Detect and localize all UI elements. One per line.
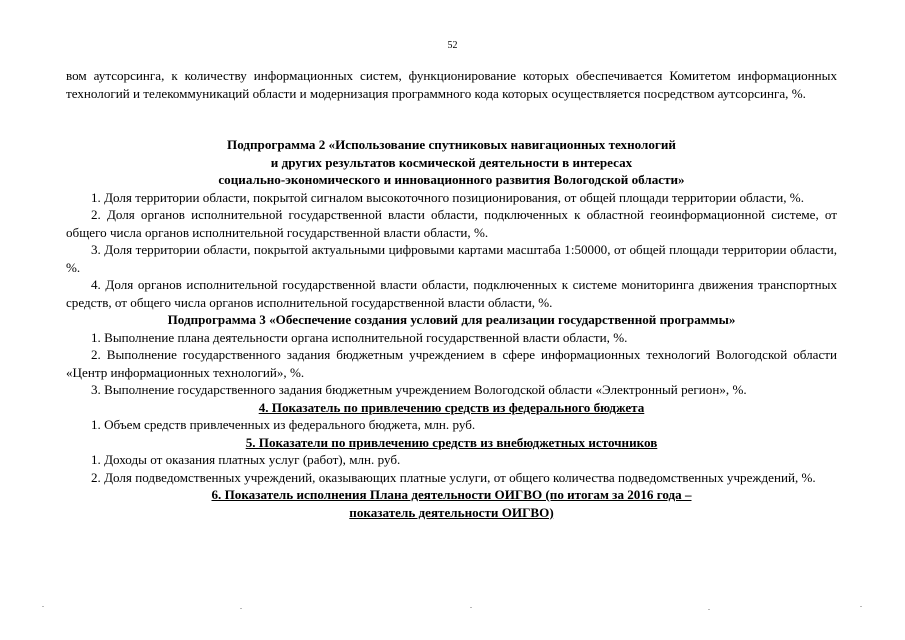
subprogram2-item-3: 3. Доля территории области, покрытой актуальными цифровыми картами масштаба 1:50000, от общей площади территории области, %. [66, 242, 837, 275]
subprogram3-item-1: 1. Выполнение плана деятельности органа исполнительной государственной власти области, %. [91, 329, 628, 345]
section5-item-2: 2. Доля подведомственных учреждений, оказывающих платные услуги, от общего количества подведомственных учреждений, %. [91, 469, 816, 485]
section4-heading: 4. Показатель по привлечению средств из федерального бюджета [258, 399, 645, 415]
intro-paragraph: вом аутсорсинга, к количеству информационных систем, функционирование которых обеспечивается Комитетом информационных технологий и телекоммуникаций области и модернизация программного кода которых осуществляется посредством аутсорсинга, %. [66, 68, 837, 101]
scan-speck [42, 606, 44, 607]
page-number: 52 [447, 40, 458, 51]
subprogram2-item-4: 4. Доля органов исполнительной государственной власти области, подключенных к системе мониторинга движения транспортных средств, от общего числа органов исполнительной государственной власти области, %. [66, 277, 837, 310]
scan-speck [470, 607, 472, 608]
section6-heading-line1: 6. Показатель исполнения Плана деятельности ОИГВО (по итогам за 2016 года – [211, 487, 692, 502]
section5-item-1: 1. Доходы от оказания платных услуг (работ), млн. руб. [91, 452, 401, 467]
subprogram2-heading-line3: социально-экономического и инновационного развития Вологодской области» [218, 172, 685, 187]
section4-item-1: 1. Объем средств привлеченных из федерального бюджета, млн. руб. [91, 417, 476, 432]
scan-speck [708, 609, 710, 610]
subprogram2-item-1: 1. Доля территории области, покрытой сигналом высокоточного позиционирования, от общей площади территории области, %. [91, 189, 804, 205]
subprogram3-heading: Подпрограмма 3 «Обеспечение создания условий для реализации государственной программы» [167, 312, 736, 327]
section5-heading: 5. Показатели по привлечению средств из внебюджетных источников [245, 434, 658, 450]
subprogram2-item-2: 2. Доля органов исполнительной государственной власти области, подключенных к областной геоинформационной системе, от общего числа органов исполнительной государственной власти области, %. [66, 207, 837, 240]
scan-speck [240, 608, 242, 609]
subprogram2-heading-line2: и других результатов космической деятельности в интересах [270, 154, 633, 170]
section-gap [66, 102, 837, 136]
subprogram3-item-2: 2. Выполнение государственного задания бюджетным учреждением в сфере информационных технологий Вологодской области «Центр информационных технологий», %. [66, 347, 837, 380]
subprogram2-heading-line1: Подпрограмма 2 «Использование спутниковых навигационных технологий [227, 137, 676, 152]
subprogram3-item-3: 3. Выполнение государственного задания бюджетным учреждением Вологодской области «Электронный регион», %. [91, 382, 747, 397]
scan-speck [860, 606, 862, 607]
page-content [66, 67, 837, 521]
section6-heading-line2: показатель деятельности ОИГВО) [349, 504, 554, 520]
